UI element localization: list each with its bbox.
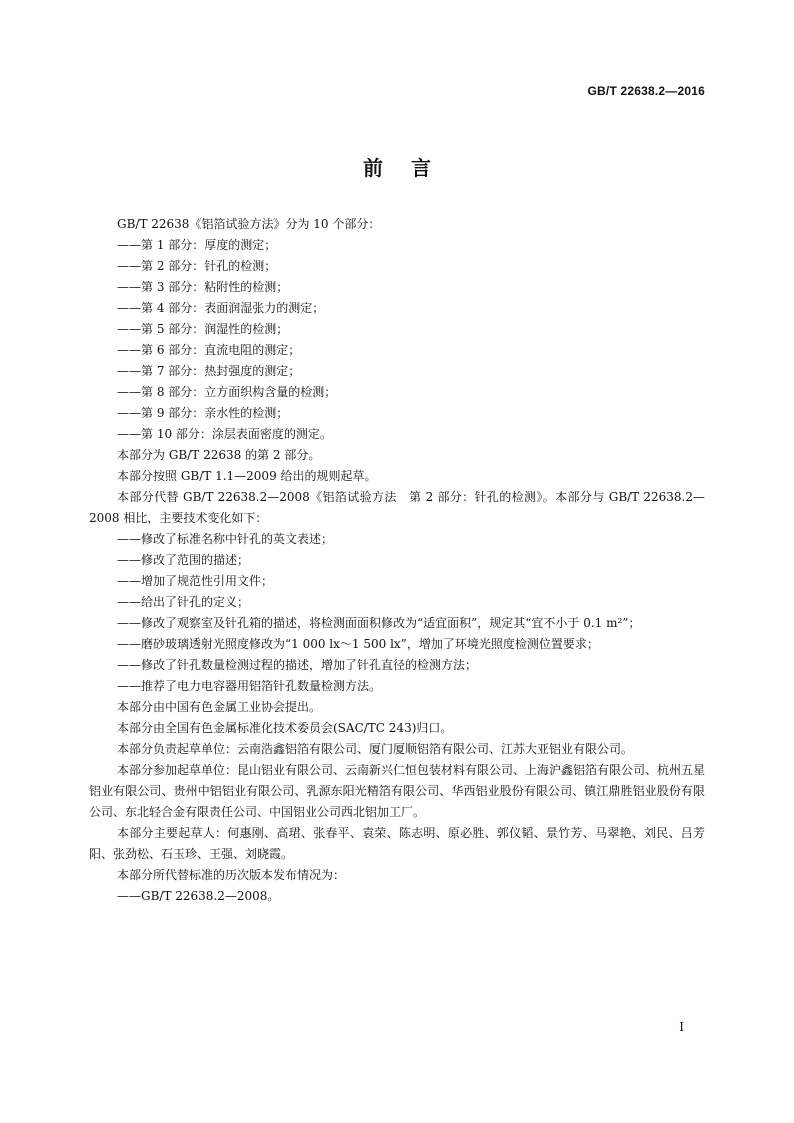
- list-item-change-1: ——修改了标准名称中针孔的英文表述；: [117, 532, 334, 546]
- list-item-part-3: ——第 3 部分：粘附性的检测；: [117, 280, 289, 294]
- list-item-change-3: ——增加了规范性引用文件；: [117, 574, 274, 588]
- list-item-previous-edition: ——GB/T 22638.2—2008。: [117, 889, 280, 903]
- page-title: 前言: [363, 156, 459, 180]
- list-item-change-8: ——推荐了电力电容器用铝箔针孔数量检测方法。: [117, 679, 382, 693]
- list-item-change-6: ——磨砂玻璃透射光照度修改为“1 000 lx～1 500 lx”，增加了环境光照度检测位置要求；: [117, 637, 599, 651]
- paragraph-drafting-rules: 本部分按照 GB/T 1.1—2009 给出的规则起草。: [117, 469, 377, 483]
- paragraph-main-drafters: 本部分主要起草人：何惠刚、高珺、张春平、袁荣、陈志明、原必胜、郭仪韬、景竹芳、马翠艳、刘民、吕芳阳、张劲松、石玉珍、王强、刘晓霞。: [89, 826, 705, 861]
- list-item-part-6: ——第 6 部分：直流电阻的测定；: [117, 343, 301, 357]
- document-body: [89, 214, 705, 907]
- paragraph-proposed-by: 本部分由中国有色金属工业协会提出。: [117, 700, 322, 714]
- list-item-part-1: ——第 1 部分：厚度的测定；: [117, 238, 277, 252]
- list-item-part-2: ——第 2 部分：针孔的检测；: [117, 259, 277, 273]
- list-item-part-4: ——第 4 部分：表面润湿张力的测定；: [117, 301, 325, 315]
- paragraph-under-jurisdiction: 本部分由全国有色金属标准化技术委员会(SAC/TC 243)归口。: [117, 721, 453, 735]
- list-item-change-5: ——修改了观察室及针孔箱的描述，将检测面面积修改为“适宜面积”，规定其“宜不小于 0.1 m²”；: [117, 616, 641, 630]
- page-number: I: [679, 1020, 684, 1034]
- paragraph-part-statement: 本部分为 GB/T 22638 的第 2 部分。: [117, 448, 321, 462]
- list-item-part-10: ——第 10 部分：涂层表面密度的测定。: [117, 427, 332, 441]
- list-item-part-5: ——第 5 部分：润湿性的检测；: [117, 322, 289, 336]
- paragraph-lead-drafters: 本部分负责起草单位：云南浩鑫铝箔有限公司、厦门厦顺铝箔有限公司、江苏大亚铝业有限公司。: [117, 742, 634, 756]
- list-item-change-4: ——给出了针孔的定义；: [117, 595, 250, 609]
- paragraph-participating-drafters: 本部分参加起草单位：昆山铝业有限公司、云南新兴仁恒包装材料有限公司、上海沪鑫铝箔有限公司、杭州五星铝业有限公司、贵州中铝铝业有限公司、乳源东阳光精箔有限公司、华西铝业股份有限公司、镇江鼎胜铝业股份有限公司、东北轻合金有限责任公司、中国铝业公司西北铝加工厂。: [89, 763, 705, 819]
- paragraph-replaces: 本部分代替 GB/T 22638.2—2008《铝箔试验方法 第 2 部分：针孔的检测》。本部分与 GB/T 22638.2—2008 相比，主要技术变化如下：: [89, 490, 705, 525]
- paragraph-previous-editions: 本部分所代替标准的历次版本发布情况为：: [117, 868, 346, 882]
- list-item-part-9: ——第 9 部分：亲水性的检测；: [117, 406, 289, 420]
- standard-code: GB/T 22638.2—2016: [587, 84, 705, 98]
- list-item-change-2: ——修改了范围的描述；: [117, 553, 250, 567]
- list-item-part-8: ——第 8 部分：立方面织构含量的检测；: [117, 385, 337, 399]
- list-item-change-7: ——修改了针孔数量检测过程的描述，增加了针孔直径的检测方法；: [117, 658, 478, 672]
- paragraph-intro: GB/T 22638《铝箔试验方法》分为 10 个部分：: [117, 217, 381, 231]
- list-item-part-7: ——第 7 部分：热封强度的测定；: [117, 364, 301, 378]
